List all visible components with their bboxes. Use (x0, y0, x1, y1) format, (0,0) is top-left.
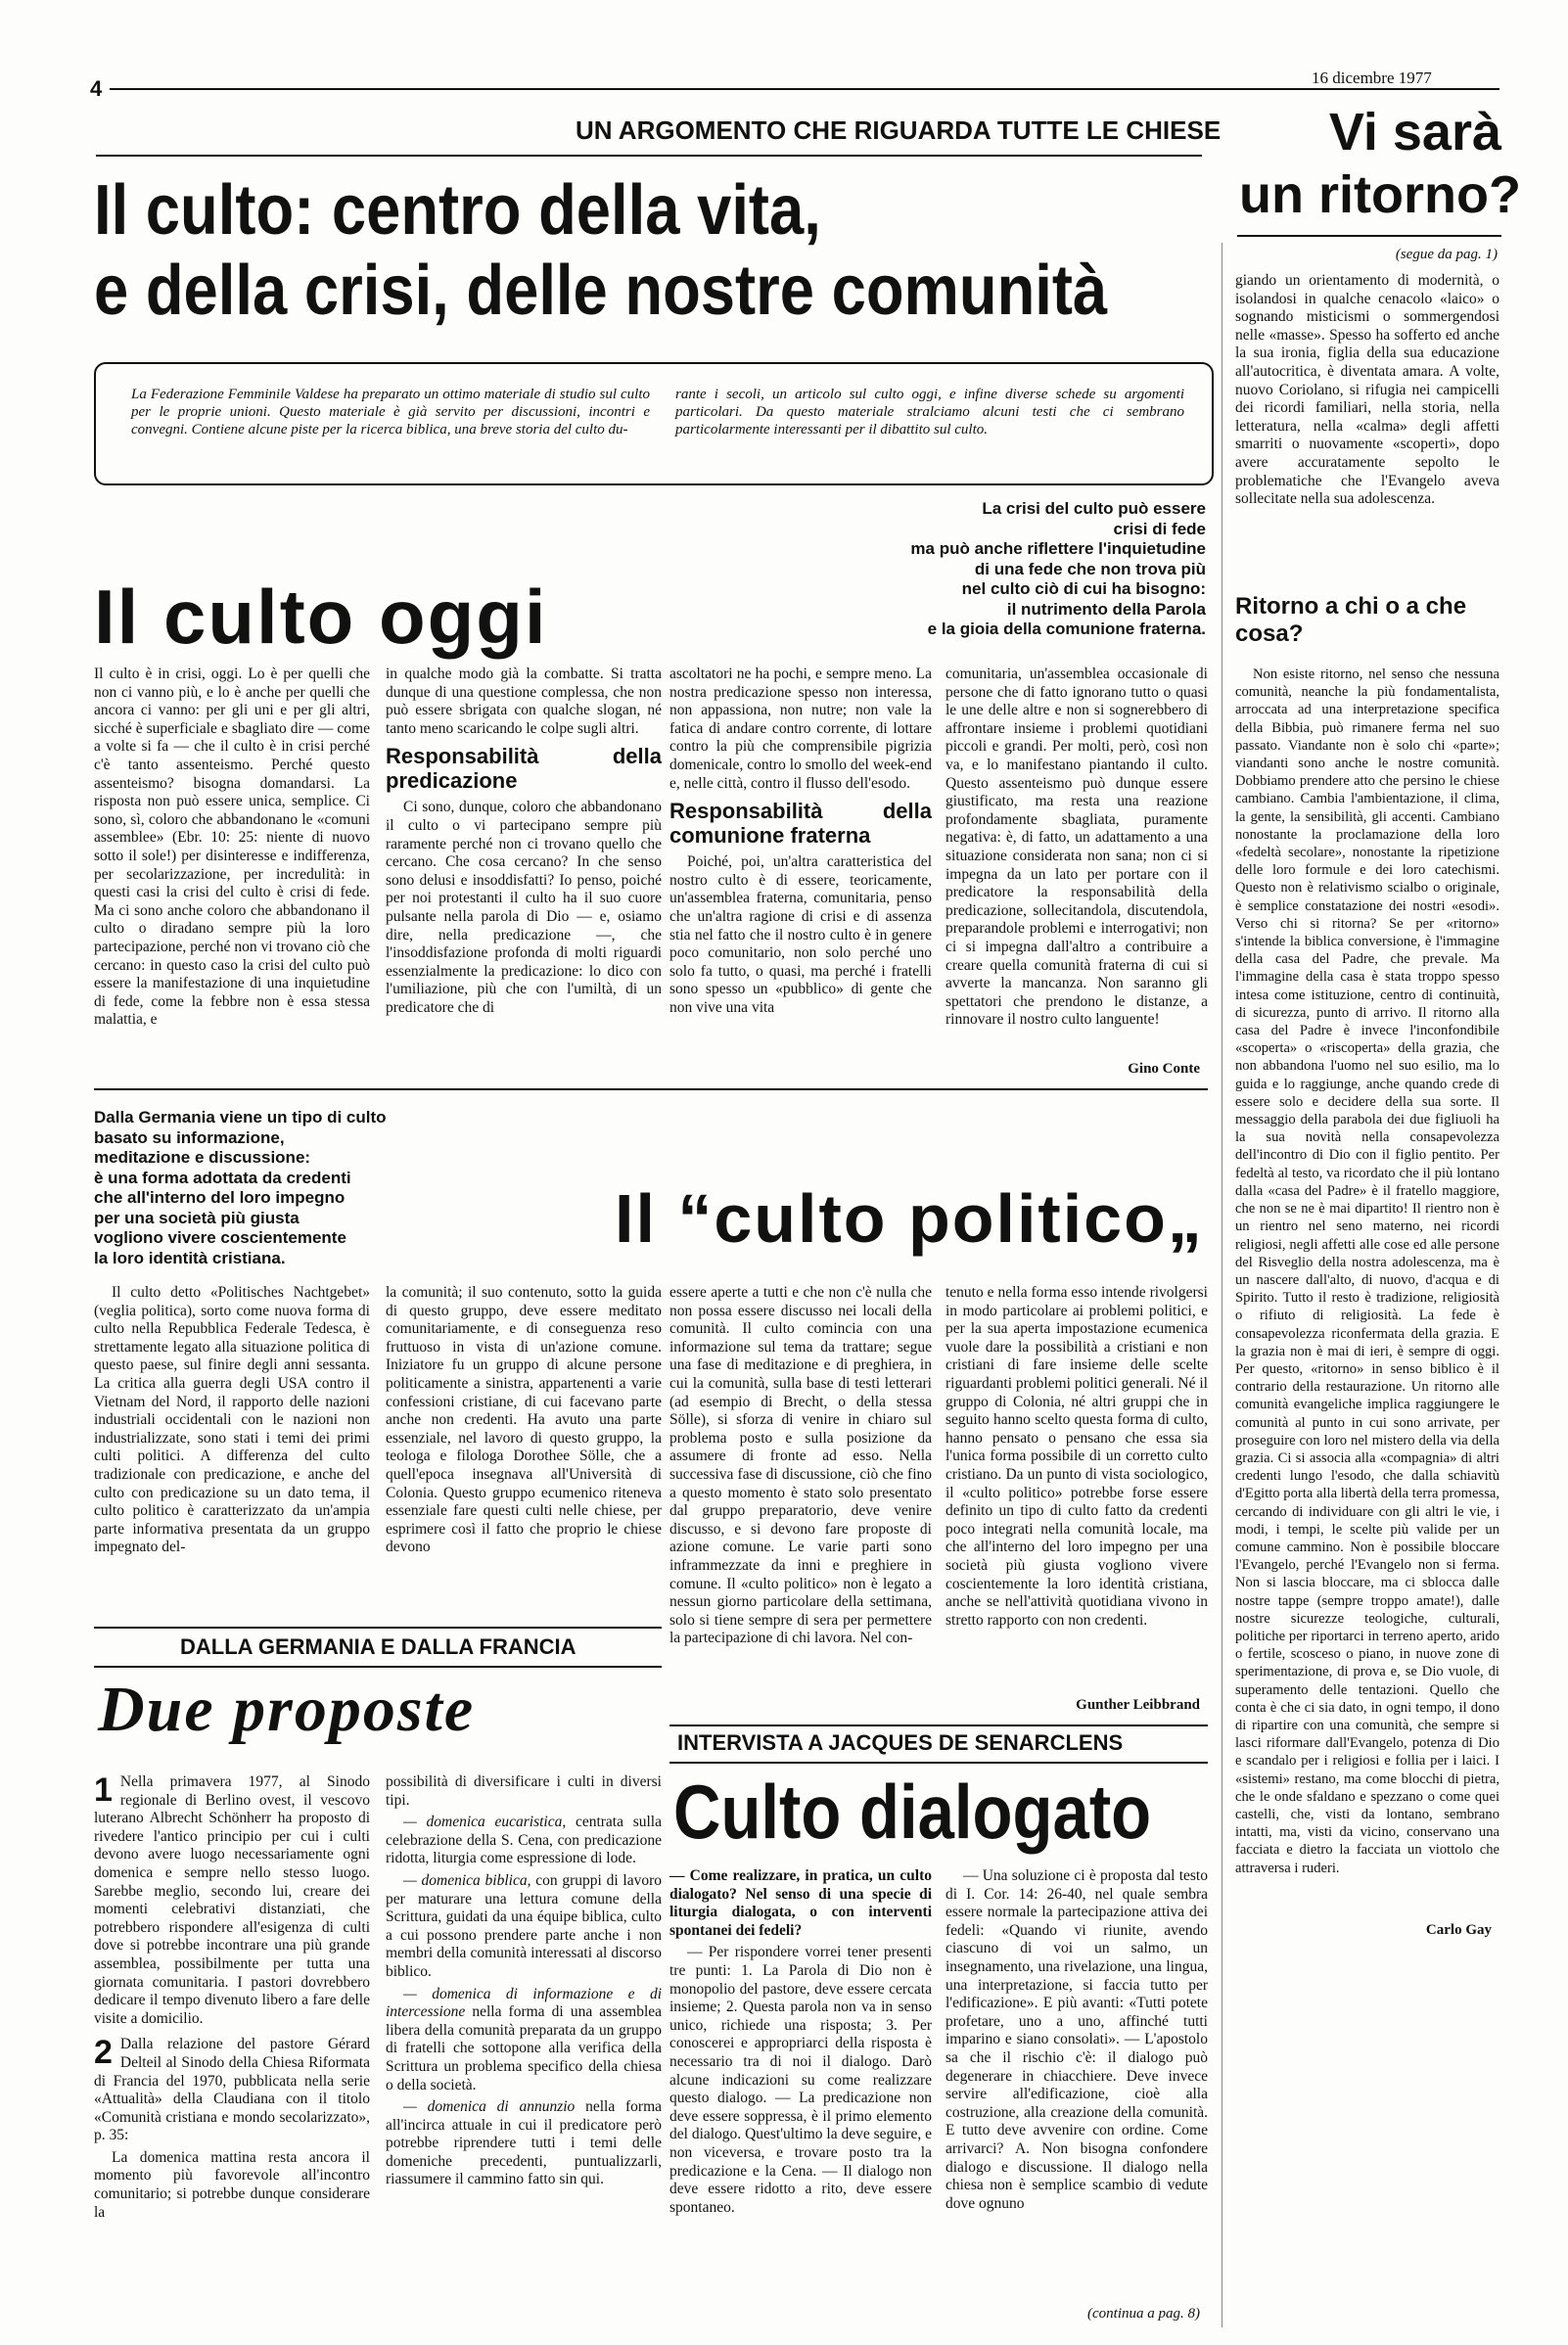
sidebar-text-b (1235, 666, 1499, 1916)
culto-dialogato-col2 (945, 1867, 1208, 2304)
culto-oggi-col1 (94, 666, 370, 1079)
paragraph: La domenica mattina resta ancora il momento più favorevole all'incontro comunitario; si potrebbe dunque considerare la (94, 2148, 370, 2221)
culto-dialogato-col1 (669, 1867, 932, 2327)
deck-line: il nutrimento della Parola (1006, 599, 1206, 619)
list-lead: — domenica eucaristica, (403, 1814, 567, 1831)
list-item (386, 2098, 662, 2189)
paragraph: Poiché, poi, un'altra caratteristica del nostro culto è di essere, teoricamente, un'assemblea fraterna, comunitaria, penso che un'altra ragione di crisi e di assenza stia nel fatto che il nostro culto è in genere poco comunitario, non solo perché uno solo fa tutto, o quasi, ma perché i fratelli sono spesso un «pubblico» di gente che non vive una vita (669, 853, 932, 1016)
deck-line: Dalla Germania viene un tipo di culto (94, 1108, 387, 1127)
subheading: Responsabilità della predicazione (386, 744, 662, 794)
deck-line: La crisi del culto può essere (982, 499, 1206, 518)
list-lead: — domenica di annunzio (403, 2098, 576, 2116)
paragraph: possibilità di diversificare i culti in diversi tipi. (386, 1773, 662, 1809)
culto-dialogato-title: Culto dialogato (673, 1769, 1152, 1855)
list-lead: — domenica di informazione e di intercessione (386, 1985, 662, 2021)
main-kicker: UN ARGOMENTO CHE RIGUARDA TUTTE LE CHIESE (576, 115, 1222, 145)
continued-note: (continua a pag. 8) (1087, 2306, 1200, 2322)
proposal-text: Nella primavera 1977, al Sinodo regionale di Berlino ovest, il vescovo luterano Albrecht Schönherr ha proposto di rivedere l'antico principio per cui i culti devono avere luogo necessariamente ogni domenica e sempre nello stesso luogo. Sarebbe meglio, secondo lui, creare dei momenti celebrativi distanziati, che potrebbero rispondere all'esigenza di culti dove si potrebbe incontrare una più grande assemblea, possibilmente per tutta una giornata comunitaria. I pastori dovrebbero dedicare il tempo divenuto libero a fare delle visite a domicilio. (94, 1773, 370, 2027)
section-rule (94, 1666, 662, 1668)
culto-dialogato-kicker: INTERVISTA A JACQUES DE SENARCLENS (677, 1730, 1124, 1755)
proposal-number: 2 (94, 2034, 113, 2072)
paragraph: Il culto è in crisi, oggi. Lo è per quelli che non ci vanno più, e lo è anche per quelli che ancora ci vanno: per gli uni e per gli altri, sicché è superficiale e sbagliato dire — come a volte si fa — che il culto è in crisi perché c'è tanto assenteismo. Perché questo assenteismo? bisogna domandarsi. La risposta non può essere unica, semplice. Ci sono, sì, coloro che abbandonano le «comuni assemblee» (Ebr. 10: 25: niente di nuovo sotto il sole!) per disinteresse e indifferenza, per secolarizzazione, per incredulità: in questi casi la crisi del culto è crisi di fede. Ma ci sono anche coloro che abbandonano il culto o diradano sempre più la loro partecipazione, perché non vi trovano ciò che cercano: in questo caso la crisi del culto può essere la manifestazione di una inquietudine di fede, come la febbre non è essa stessa malattia, e (94, 666, 370, 1029)
proposal-text: Dalla relazione del pastore Gérard Delteil al Sinodo della Chiesa Riformata di Francia del 1970, pubblicata nella serie «Attualità» della Claudiana con il titolo «Comunità cristiana e mondo secolarizzato», p. 35: (94, 2036, 370, 2144)
culto-oggi-title: Il culto oggi (94, 574, 548, 660)
proposal-number: 1 (94, 1773, 113, 1809)
section-rule (94, 1627, 662, 1629)
sidebar-text-a (1235, 272, 1499, 585)
paragraph: giando un orientamento di modernità, o isolandosi in qualche cenacolo «laico» o sognando misticismi o sommergendosi nelle «masse». Spesso ha sofferto ed anche la sua ironia, figlia della sua educazione all'autocritica, è diventata amara. A volte, nuovo Coriolano, si rifugia nei campicelli dei ricordi familiari, nella storia, nella letteratura, nella «calma» degli affetti smarriti o nuovamente «scoperti», dopo avere accuratamente sepolto le problematiche che l'Evangelo aveva sollecitate nella sua adolescenza. (1235, 272, 1499, 508)
culto-politico-title: Il “culto politico„ (615, 1180, 1204, 1257)
paragraph: — Una soluzione ci è proposta dal testo di I. Cor. 14: 26-40, nel quale sembra essere normale la partecipazione attiva dei fedeli: «Quando vi riunite, avendo ciascuno di voi un salmo, un insegnamento, una rivelazione, una lingua, una interpretazione, si faccia tutto per l'edificazione». E più avanti: «Tutti potete profetare, uno a uno, affinché tutti imparino e siano consolati». — L'apostolo sa che il rischio c'è: il dialogo può degenerare in chiacchiere. Deve invece servire all'edificazione, cioè alla costruzione, alla creazione della comunità. E tutto deve avvenire con ordine. Come arrivarci? A. Non bisogna confondere dialogo e discussione. Il dialogo nella chiesa non è semplice scambio di vedute dove ognuno (945, 1867, 1208, 2212)
section-rule (669, 1724, 1208, 1726)
due-proposte-title: Due proposte (98, 1674, 476, 1745)
sidebar-title-line1: Vi sarà (1328, 103, 1501, 161)
header-rule (110, 88, 1499, 90)
proposal-1 (94, 1773, 370, 2028)
deck-line: crisi di fede (1113, 519, 1206, 538)
list-text: nella forma all'incirca attuale in cui il predicatore però potrebbe riprendere tutti i temi delle domeniche precedenti, puntualizzarli, riassumere il cammino fatto sin qui. (386, 2098, 662, 2188)
paragraph: essere aperte a tutti e che non c'è nulla che non possa essere discusso nei locali della comunità. Il culto comincia con una informazione sul tema da trattare; segue una fase di meditazione e di preghiera, in cui la comunità, sulla base di testi letterari (ad esempio di Brecht, o della stessa Sölle), si sforza di venire in chiaro sul problema posto e sulla posizione da assumere di fronte ad esso. Nella successiva fase di discussione, ciò che fino a questo momento è stato solo presentato dal gruppo preparatorio, deve venire discusso, e si devono fare proposte di azione comune. Le varie parti sono inframmezzate da inni e preghiere in comune. Il «culto politico» non è legato a nessun giorno particolare della settimana, solo si tiene sempre di sera per permettere la partecipazione di chi lavora. Nel con- (669, 1284, 932, 1647)
proposal-2 (94, 2036, 370, 2145)
signature: Carlo Gay (1425, 1922, 1492, 1938)
deck-line: meditazione e discussione: (94, 1148, 311, 1167)
section-rule (94, 1088, 1208, 1090)
signature: Gino Conte (1128, 1061, 1200, 1077)
list-text: nella forma di una assemblea libera della comunità preparata da un gruppo di fratelli che sottopone alla verifica della Scrittura un problema specifico della chiesa o della società. (386, 2003, 662, 2093)
main-headline-line1: Il culto: centro della vita, (94, 171, 821, 250)
paragraph: tenuto e nella forma esso intende rivolgersi in modo particolare ai problemi politici, e per la sua aperta impostazione ecumenica vuole dare la possibilità a cristiani e non cristiani di fare insieme delle scelte riguardanti problemi politici generali. Né il gruppo di Colonia, né altri gruppi che in seguito hanno scelto questa forma di culto, hanno pensato o pensano che essa sia l'unica forma possibile di un corretto culto cristiano. Da un punto di vista sociologico, il «culto politico» potrebbe forse essere definito un tipo di culto fatto da credenti poco integrati nella comunità locale, ma che all'interno del loro impegno per una società più giusta vogliono vivere coscientemente la loro identità cristiana, anche se nell'attività quotidiana vivono in stretto rapporto con non credenti. (945, 1284, 1208, 1629)
deck-line: basato su informazione, (94, 1127, 285, 1147)
culto-oggi-col2 (386, 666, 662, 1079)
section-rule (669, 1762, 1208, 1764)
paragraph: Il culto detto «Politisches Nachtgebet» (veglia politica), sorto come nuova forma di culto nella Repubblica Federale Tedesca, è strettamente legato alla situazione politica di questo paese, sul finire degli anni sessanta. La critica alla guerra degli USA contro il Vietnam del Nord, il rapporto delle nazioni industriali occidentali con le nazioni non industrializzate, sono stati i temi dei primi culti politici. A differenza del culto tradizionale con predicazione, e anche del culto con predicazione su un dato tema, il culto politico è caratterizzato da un'ampia parte informativa presentata da un gruppo impegnato del- (94, 1284, 370, 1556)
continued-from: (segue da pag. 1) (1395, 247, 1498, 262)
culto-politico-deck (94, 1108, 623, 1268)
culto-oggi-deck (803, 499, 1206, 640)
page-date: 16 dicembre 1977 (1312, 69, 1432, 87)
kicker-rule (96, 155, 1202, 157)
subheading: Responsabilità della comunione fraterna (669, 799, 932, 849)
due-proposte-col1 (94, 1773, 370, 2331)
list-item (386, 1872, 662, 1982)
deck-line: di una fede che non trova più (974, 559, 1206, 578)
page-number: 4 (90, 76, 103, 101)
deck-line: per una società più giusta (94, 1208, 300, 1227)
due-proposte-kicker: DALLA GERMANIA E DALLA FRANCIA (180, 1634, 576, 1659)
list-lead: — domenica biblica, (403, 1871, 531, 1889)
main-headline-line2: e della crisi, delle nostre comunità (94, 252, 1108, 330)
deck-line: nel culto ciò di cui ha bisogno: (961, 579, 1206, 598)
culto-oggi-col4 (945, 666, 1208, 1061)
list-item (386, 1814, 662, 1868)
list-text: con gruppi di lavoro per maturare una lettura comune della Scrittura, guidati da una équipe biblica, culto a cui possono prendere parte anche i non membri della comunità interessati al discorso biblico. (386, 1871, 662, 1980)
culto-politico-col1 (94, 1284, 370, 1623)
due-proposte-col2 (386, 1773, 662, 2331)
culto-politico-col4 (945, 1284, 1208, 1695)
question: — Come realizzare, in pratica, un culto dialogato? Nel senso di una specie di liturgia dialogata, o con interventi spontanei dei fedeli? (669, 1867, 932, 1939)
intro-text-right: rante i secoli, un articolo sul culto oggi, e infine diverse schede su argomenti particolari. Da questo materiale stralciamo alcuni testi che ci sembrano particolarmente interessanti per il dibattito sul culto. (675, 387, 1184, 437)
culto-politico-col3 (669, 1284, 932, 1715)
paragraph: in qualche modo già la combatte. Si tratta dunque di una questione complessa, che non può essere sbrigata con qualche slogan, né tanto meno scaricando le colpe sugli altri. (386, 666, 662, 737)
paragraph: comunitaria, un'assemblea occasionale di persone che di fatto ignorano tutto o quasi le une delle altre e non si sognerebbero di affrontare insieme i problemi quotidiani piccoli e grandi. Per molti, però, così non va, e lo manifestano piantando il culto. Questo assenteismo può dunque essere giustificato, ma resta una reazione profondamente sbagliata, puramente negativa: è, di fatto, un adattamento a una situazione considerata non sana; non ci si impegna da un lato per portare con il predicatore la responsabilità della predicazione, sollecitandola, discutendola, preparandole problemi e interrogativi; non ci si impegna dall'altro a contribuire a creare quella comunità fraterna di cui si avverte la mancanza. Non saranno gli spettatori che prendono le distanze, a rinnovare il nostro culto languente! (945, 666, 1208, 1029)
deck-line: e la gioia della comunione fraterna. (927, 620, 1206, 638)
paragraph: — Per rispondere vorrei tener presenti tre punti: 1. La Parola di Dio non è monopolio del pastore, deve essere cercata insieme; 2. Questa parola non va in senso unico, richiede una risposta; 3. Per conoscerei e appropriarci della risposta è necessario tra di noi il dialogo. Darò alcune indicazioni su come realizzare questo dialogo. — La predicazione non deve essere soppressa, è il primo elemento del dialogo. Quest'ultimo la deve seguire, e non viceversa, e trovare posto tra la predicazione e la Cena. — Il dialogo non deve essere ridotto a rito, deve essere spontaneo. (669, 1944, 932, 2216)
deck-line: che all'interno del loro impegno (94, 1188, 346, 1207)
paragraph: ascoltatori ne ha pochi, e sempre meno. La nostra predicazione spesso non interessa, non appassiona, non nutre; non vale la fatica di andare contro corrente, di lottare contro la più che comprensibile pigrizia domenicale, contro lo smollo del week-end e, nelle città, contro il flusso dell'esodo. (669, 666, 932, 792)
list-item (386, 1986, 662, 2095)
deck-line: vogliono vivere coscientemente (94, 1228, 346, 1247)
intro-text-left: La Federazione Femminile Valdese ha preparato un ottimo materiale di studio sul culto per le proprie unioni. Questo materiale è già servito per discussioni, incontri e convegni. Contiene alcune piste per la ricerca biblica, una breve storia del culto du- (131, 387, 650, 437)
sidebar-rule (1237, 235, 1501, 237)
deck-line: la loro identità cristiana. (94, 1248, 286, 1267)
deck-line: è una forma adottata da credenti (94, 1168, 351, 1187)
signature: Gunther Leibbrand (1076, 1697, 1200, 1713)
list-text: centrata sulla celebrazione della S. Cena, con predicazione ridotta, liturgia come espressione di lode. (386, 1814, 662, 1867)
deck-line: ma può anche riflettere l'inquietudine (910, 539, 1206, 558)
culto-oggi-col3 (669, 666, 932, 1079)
sidebar-subhead: Ritorno a chi o a che cosa? (1235, 593, 1467, 647)
paragraph: Ci sono, dunque, coloro che abbandonano il culto o vi partecipano sempre più raramente perché non ci trovano quello che cercano. Che cosa cercano? In che senso sono delusi e insoddisfatti? Io penso, poiché per noi protestanti il culto ha il suo cuore pulsante nella parola di Dio — e, osiamo dire, nella predicazione —, che l'insoddisfazione profonda di molti riguardi essenzialmente la predicazione: lo dico con l'umiliazione, più che con l'umiltà, di un predicatore che di (386, 799, 662, 1016)
culto-politico-col2 (386, 1284, 662, 1623)
paragraph: la comunità; il suo contenuto, sotto la guida di questo gruppo, deve essere meditato comunitariamente, e di conseguenza reso fruttuoso in vista di un'azione comune. Iniziatore fu un gruppo di alcune persone politicamente a sinistra, appartenenti a varie confessioni cristiane, di cui facevano parte anche non credenti. Ha avuto una parte essenziale, nel lavoro di questo gruppo, la teologa e filologa Dorothee Sölle, che a quell'epoca insegnava all'Università di Colonia. Questo gruppo ecumenico riteneva essenziale fare questi culti nelle chiese, per esprimere così il fatto che proprio le chiese devono (386, 1284, 662, 1556)
sidebar-title-line2: un ritorno? (1239, 165, 1521, 224)
paragraph: Non esiste ritorno, nel senso che nessuna comunità, neanche la più fondamentalista, arroccata ad una interpretazione specifica della Bibbia, può rimanere ferma nel suo passato. Viandante non è solo chi «parte»; viandanti sono anche le nostre comunità. Dobbiamo prendere atto che persino le chiese cambiano. Cambia l'ambientazione, il clima, la gente, la sensibilità, gli accenti. Cambiano nonostante la proclamazione della loro «fedeltà secolare», nonostante la ripetizione delle loro formule e dei loro catechismi. Questo non è relativismo scialbo o originale, è semplice constatazione dei nostri «esodi». Verso chi si ritorna? Se per «ritorno» s'intende la biblica conversione, è l'immagine della casa del Padre, che prevale. Ma l'immagine della casa è stata troppo spesso intesa come istituzione, centro di continuità, di sicurezza, punto di arrivo. Il ritorno alla casa del Padre è invece l'inconfondibile «scoperta» o «riscoperta» della grazia, che non abbandona l'uomo nel suo esilio, ma lo guida e lo raggiunge, anche quando crede di essere solo e decidere della sua sorte. Il messaggio della parabola dei due figliuoli ha la sua novità nella consapevolezza dell'incontro di Dio con il figlio pentito. Per fedeltà al testo, va ricordato che il più lontano dalla «casa del Padre» è il fratello maggiore, che non se ne è mai dipartito! Il rientro non è un rientro nel seno materno, nei ricordi religiosi, negli affetti alle cose ed alle persone del Risveglio della nostra adolescenza, ma è un nascere dall'alto, di nuovo, d'acqua e di Spirito. Tutto il resto è tradizione, religiosità o rifiuto di religiosità. La fede è consapevolezza riconfermata della grazia. E la grazia non è mai di ieri, è sempre di oggi. Per questo, «ritorno» in senso biblico è il contrario della restaurazione. Un ritorno alle comunità evangeliche implica raggiungere le comunità al punto in cui sono arrivate, per proseguire con loro nel mistero della via della grazia. Ci si associa alla «compagnia» di altri credenti lungo l'esodo, che dalla schiavitù d'Egitto porta alla libertà della terra promessa, cercando di individuare con gli altri le vie, i modi, i tempi, le scelte più valide per un comune cammino. Non è possibile bloccare l'Evangelo, perché l'Evangelo non si ferma. Non si lascia bloccare, ma ci sblocca dalle nostre tappe (sempre troppo amate!), dalle nostre sicurezze teologiche, culturali, politiche per riportarci in terreno aperto, arido o fertile, scosceso o piano, in nuove zone di sperimentazione, di prova e, se Dio vuole, di superamento delle tentazioni. Quello che conta è che ci sia dato, in ogni tempo, il dono di ripartire con una comunità, che sempre si lasci riformare dall'Evangelo, potenza di Dio e scandalo per i religiosi e follia per i laici. I «sistemi» restano, ma come blocchi di pietra, che le onde sfaldano e spezzano o come quei castelli, che, visti da lontano, sembrano intatti, ma, visti da vicino, conservano una facciata e dietro la facciata un viottolo che attraversa i ruderi. (1235, 667, 1499, 1876)
